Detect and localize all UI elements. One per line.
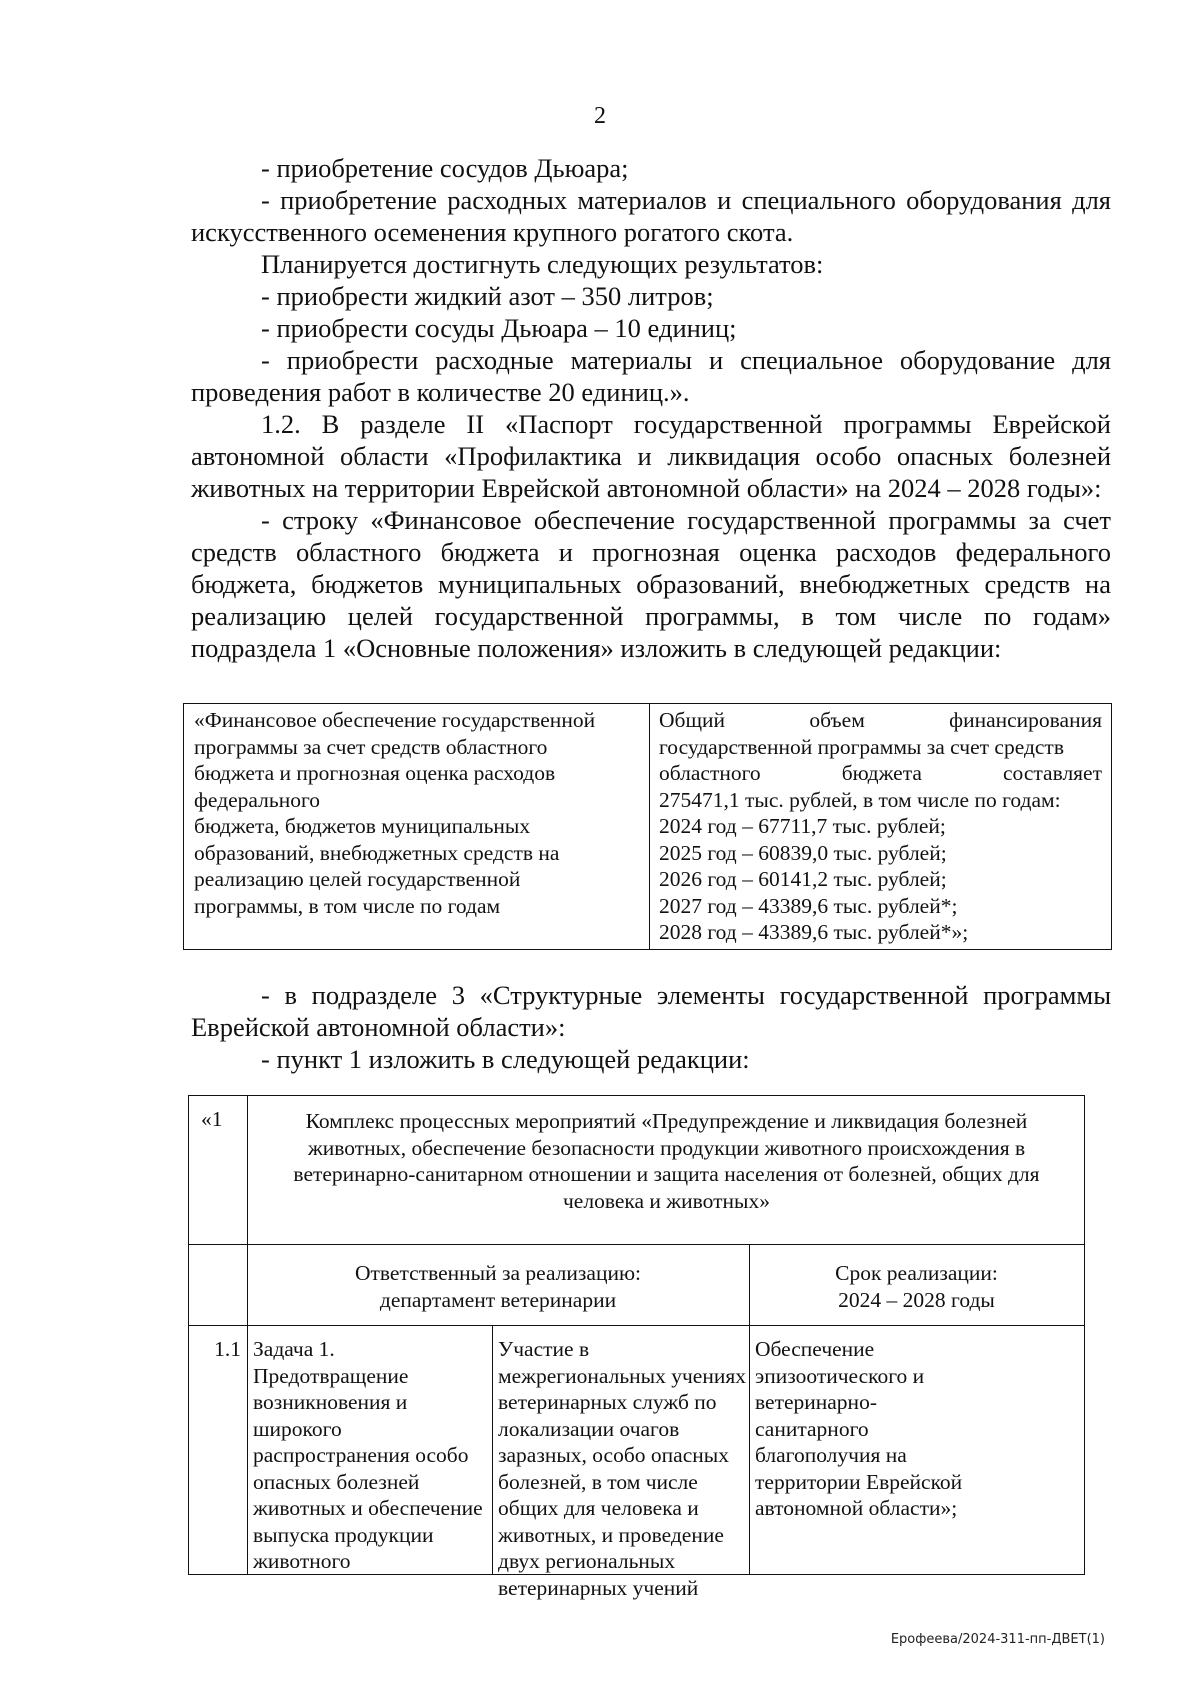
footer-code: Ерофеева/2024-311-пп-ДВЕТ(1) (890, 1632, 1105, 1647)
paragraph: - приобрести расходные материалы и специальное оборудование для проведения работ в количестве 20 единиц.». (191, 345, 1111, 407)
paragraph: - в подразделе 3 «Структурные элементы государственной программы Еврейской автономной области»: (191, 980, 1111, 1042)
activity-cell: Участие в межрегиональных учениях ветеринарных служб по локализации очагов заразных, особо опасных болезней, в том числе общих для человека и животных, и проведение двух региональных ветеринарных учений (498, 1337, 746, 1600)
cell-line: 2027 год – 43389,6 тыс. рублей*; (659, 893, 958, 918)
paragraph: - приобретение расходных материалов и специального оборудования для искусственного осеменения крупного рогатого скота. (191, 185, 1111, 247)
term-cell: Срок реализации: 2024 – 2028 годы (835, 1261, 998, 1312)
cell-line: 2028 год – 43389,6 тыс. рублей*»; (659, 920, 969, 944)
page-number: 2 (594, 103, 606, 129)
cell-line: государственной программы за счет средств (659, 734, 1064, 759)
financing-label-cell (184, 704, 650, 949)
table-divider (189, 1244, 1084, 1245)
cell-line: программы, в том числе по годам (194, 893, 501, 918)
complex-title: Комплекс процессных мероприятий «Предупреждение и ликвидация болезней животных, обеспечение безопасности продукции животного происхождения в ветеринарно-санитарном отношении и защита населения от болезней, общих для человека и животных» (293, 1109, 1040, 1213)
result-cell: Обеспечение эпизоотического и ветеринарно-санитарного благополучия на территории Еврейской автономной области»; (755, 1337, 963, 1520)
cell-line: 275471,1 тыс. рублей, в том числе по годам: (659, 787, 1061, 812)
financing-value-cell (650, 704, 1111, 949)
section3-text (191, 979, 1111, 1075)
paragraph: Планируется достигнуть следующих результатов: (261, 249, 824, 279)
financing-table (183, 703, 1112, 950)
cell-line: бюджета, бюджетов муниципальных (194, 814, 531, 838)
cell-line: реализацию целей государственной (194, 867, 521, 891)
cell-line: 2024 год – 67711,7 тыс. рублей; (659, 814, 946, 838)
cell-line: 2025 год – 60839,0 тыс. рублей; (659, 840, 947, 865)
cell-line: программы за счет средств областного (194, 734, 548, 759)
paragraph: - приобрести сосуды Дьюара – 10 единиц; (261, 313, 737, 343)
row-number: «1 (201, 1107, 223, 1131)
task-cell: Задача 1. Предотвращение возникновения и широкого распространения особо опасных болезней животных и обеспечение выпуска продукции животного (253, 1337, 483, 1573)
intro-text (191, 152, 1111, 664)
structural-elements-table (188, 1095, 1085, 1600)
cell-line: областного бюджета составляет (659, 761, 1102, 785)
paragraph: 1.2. В разделе II «Паспорт государственной программы Еврейской автономной области «Профилактика и ликвидация особо опасных болезней животных на территории Еврейской автономной области» на 2024 – 2028 годы»: (191, 409, 1111, 503)
cell-line: 2026 год – 60141,2 тыс. рублей; (659, 867, 947, 891)
cell-line: бюджета и прогнозная оценка расходов (194, 761, 556, 785)
cell-line: образований, внебюджетных средств на (194, 840, 560, 865)
table-divider (247, 1096, 248, 1574)
responsible-cell: Ответственный за реализацию: департамент ветеринарии (354, 1261, 641, 1312)
cell-line: «Финансовое обеспечение государственной (194, 708, 596, 732)
cell-line: Общий объем финансирования (659, 708, 1102, 732)
paragraph: - приобретение сосудов Дьюара; (261, 153, 629, 183)
paragraph: - пункт 1 изложить в следующей редакции: (261, 1044, 750, 1074)
table-divider (189, 1325, 1084, 1326)
row-number: 1.1 (214, 1337, 241, 1361)
table-divider (492, 1325, 493, 1574)
paragraph: - приобрести жидкий азот – 350 литров; (261, 281, 714, 311)
cell-line: федерального (194, 787, 320, 812)
paragraph: - строку «Финансовое обеспечение государственной программы за счет средств областного бюджета и прогнозная оценка расходов федерального бюджета, бюджетов муниципальных образований, внебюджетных средств на реализацию целей государственной программы, в том числе по годам» подраздела 1 «Основные положения» изложить в следующей редакции: (191, 505, 1111, 663)
